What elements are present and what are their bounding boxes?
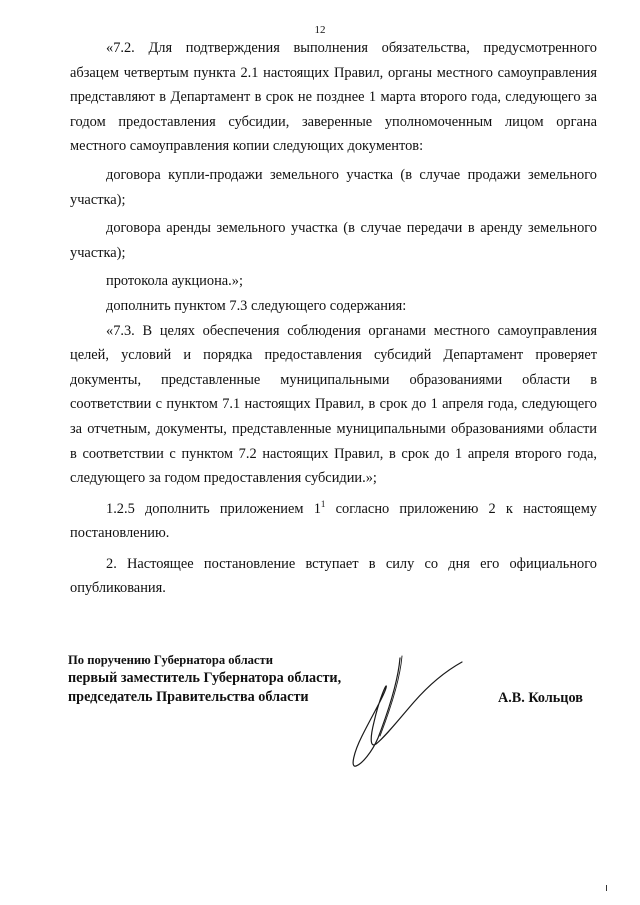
paragraph-2-effective: 2. Настоящее постановление вступает в силу со дня его официального опубликования. [70, 555, 597, 597]
paragraph-1-2-5 [70, 497, 597, 546]
signatory-block [68, 652, 341, 707]
signatory-position-2: председатель Правительства области [68, 689, 309, 705]
signatory-position-1: первый заместитель Губернатора области, [68, 670, 342, 686]
scan-mark [606, 885, 607, 891]
signatory-name: А.В. Кольцов [498, 690, 583, 706]
paragraph-1-2-5-end: согласно приложению 2 к настоящему постановлению. [70, 500, 597, 542]
paragraph-lease-contract: договора аренды земельного участка (в случае передачи в аренду земельного участка); [70, 220, 597, 261]
page-number: 12 [314, 24, 326, 36]
paragraph-sale-contract: договора купли-продажи земельного участка (в случае продажи земельного участка); [70, 166, 597, 208]
signatory-authority: По поручению Губернатора области [68, 653, 273, 667]
document-body [70, 36, 597, 601]
paragraph-7-3: «7.3. В целях обеспечения соблюдения органами местного самоуправления целей, условий и порядка предоставления субсидий Департамент проверяет документы, представленные муниципальными образованиями области в соответствии с пунктом 7.1 настоящих Правил, в срок до 1 апреля года, следующего за отчетным, документы, представленные муниципальными образованиями области в соответствии с пунктом 7.2 настоящих Правил, в срок до 1 апреля второго года, следующего за годом предоставления субсидии.»; [70, 322, 597, 487]
paragraph-7-2: «7.2. Для подтверждения выполнения обязательства, предусмотренного абзацем четвертым пункта 2.1 настоящих Правил, органы местного самоуправления представляют в Департамент в срок не позднее 1 марта второго года, следующего за годом предоставления субсидии, заверенные уполномоченным лицом органа местного самоуправления копии следующих документов: [70, 40, 597, 155]
paragraph-auction-protocol: протокола аукциона.»; [106, 273, 243, 290]
superscript-one: 1 [320, 498, 326, 509]
paragraph-add-7-3: дополнить пунктом 7.3 следующего содержания: [106, 297, 407, 314]
handwritten-signature [340, 652, 480, 772]
paragraph-1-2-5-start: 1.2.5 дополнить приложением 1 [106, 500, 321, 517]
